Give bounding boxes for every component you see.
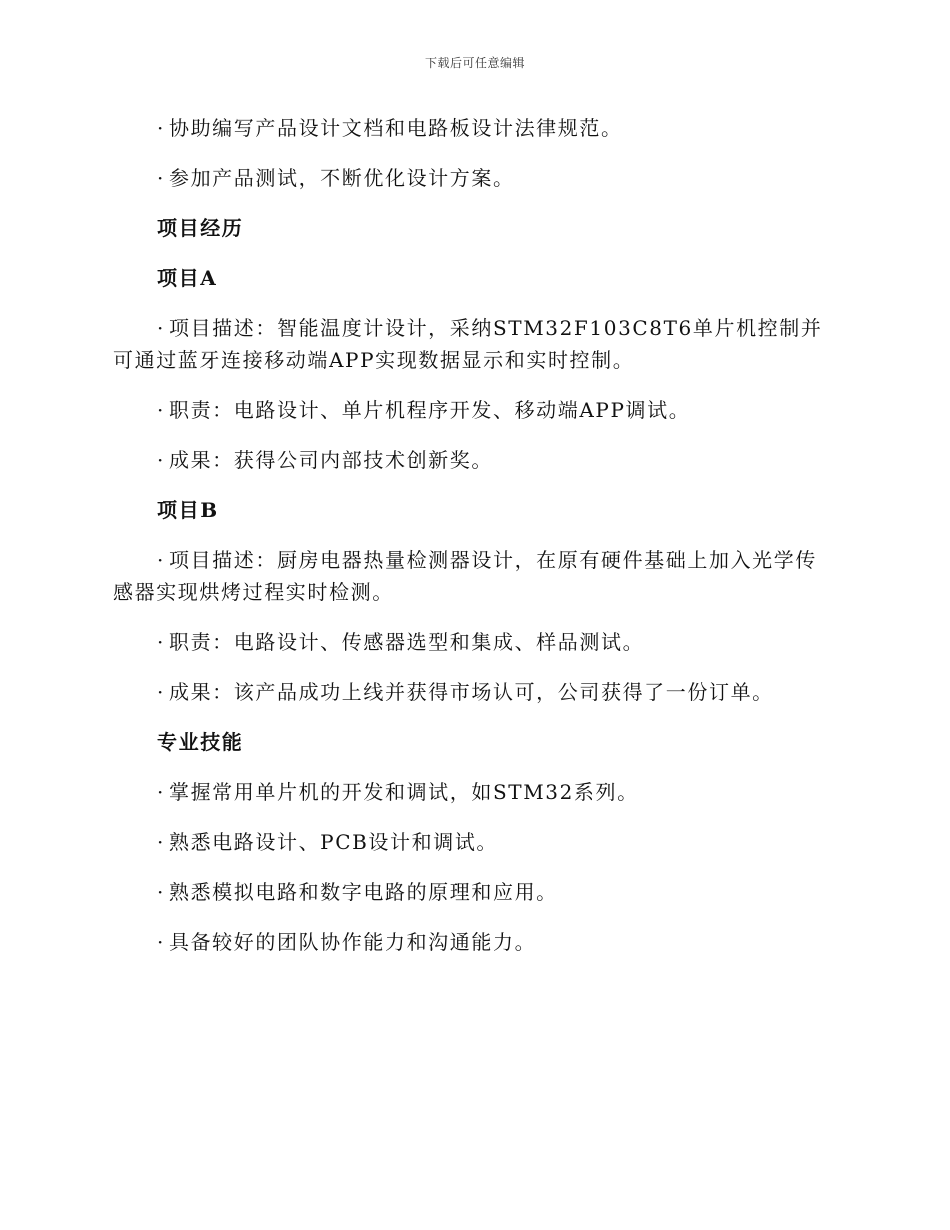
subsection-heading: 项目B: [157, 498, 219, 522]
bullet-item: [113, 312, 833, 376]
bullet-text: 掌握常用单片机的开发和调试，如STM32系列。: [168, 780, 639, 804]
bullet-text: 协助编写产品设计文档和电路板设计法律规范。: [168, 116, 623, 140]
bullet-item: [113, 676, 833, 708]
bullet-text: 项目描述：智能温度计设计，采纳STM32F103C8T6单片机控制并可通过蓝牙连接移动端APP实现数据显示和实时控制。: [113, 316, 823, 372]
page-header: 下载后可任意编辑: [424, 56, 525, 70]
bullet-dot: ·: [157, 830, 165, 854]
section-heading: 专业技能: [157, 730, 244, 754]
bullet-item: [113, 626, 833, 658]
bullet-item: [113, 876, 833, 908]
document-body: [113, 112, 833, 976]
bullet-item: [113, 394, 833, 426]
subsection-heading: 项目A: [157, 266, 218, 290]
bullet-text: 成果：获得公司内部技术创新奖。: [168, 448, 493, 472]
bullet-item: [113, 162, 833, 194]
bullet-dot: ·: [157, 166, 165, 190]
bullet-text: 职责：电路设计、单片机程序开发、移动端APP调试。: [168, 398, 691, 422]
bullet-text: 熟悉模拟电路和数字电路的原理和应用。: [168, 880, 558, 904]
bullet-item: [113, 112, 833, 144]
bullet-dot: ·: [157, 880, 165, 904]
section-heading: 项目经历: [157, 216, 244, 240]
bullet-text: 熟悉电路设计、PCB设计和调试。: [168, 830, 499, 854]
bullet-item: [113, 776, 833, 808]
bullet-item: [113, 444, 833, 476]
bullet-dot: ·: [157, 780, 165, 804]
bullet-item: [113, 926, 833, 958]
bullet-dot: ·: [157, 116, 165, 140]
bullet-dot: ·: [157, 316, 165, 340]
bullet-text: 职责：电路设计、传感器选型和集成、样品测试。: [168, 630, 645, 654]
bullet-dot: ·: [157, 930, 165, 954]
bullet-dot: ·: [157, 680, 165, 704]
bullet-dot: ·: [157, 398, 165, 422]
bullet-item: [113, 544, 833, 608]
bullet-item: [113, 826, 833, 858]
bullet-text: 项目描述：厨房电器热量检测器设计，在原有硬件基础上加入光学传感器实现烘烤过程实时检测。: [113, 548, 817, 604]
bullet-text: 成果：该产品成功上线并获得市场认可，公司获得了一份订单。: [168, 680, 774, 704]
bullet-dot: ·: [157, 448, 165, 472]
bullet-text: 参加产品测试，不断优化设计方案。: [168, 166, 515, 190]
bullet-dot: ·: [157, 630, 165, 654]
bullet-dot: ·: [157, 548, 165, 572]
bullet-text: 具备较好的团队协作能力和沟通能力。: [168, 930, 537, 954]
